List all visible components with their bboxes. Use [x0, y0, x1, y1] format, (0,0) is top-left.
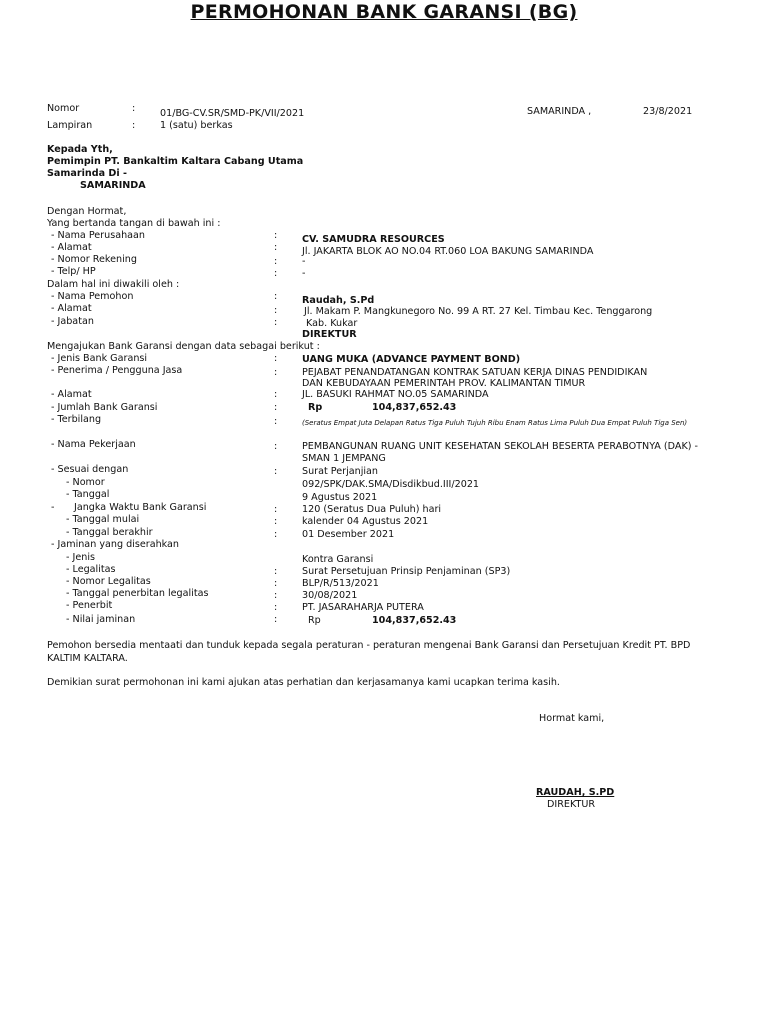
field-value: DIREKTUR [302, 329, 357, 340]
field-value: Jl. Makam P. Mangkunegoro No. 99 A RT. 27 Kel. Timbau Kec. Tenggarong [304, 306, 653, 317]
field-label: - Nomor Legalitas [66, 576, 151, 587]
field-label: - Nilai jaminan [66, 614, 136, 625]
field-label: - Jenis Bank Garansi [51, 353, 148, 364]
field-label: - Nama Pekerjaan [51, 439, 136, 450]
currency: Rp [308, 615, 321, 626]
recipient-line: Pemimpin PT. Bankaltim Kaltara Cabang Utama [47, 156, 304, 167]
colon: : [274, 367, 278, 378]
field-value: 120 (Seratus Dua Puluh) hari [302, 504, 442, 515]
field-label: - Alamat [51, 242, 92, 253]
field-label: - Penerima / Pengguna Jasa [51, 365, 183, 376]
amount-value: 104,837,652.43 [372, 402, 457, 413]
field-label: - Alamat [51, 389, 92, 400]
colon: : [274, 353, 278, 364]
request-intro: Mengajukan Bank Garansi dengan data sebagai berikut : [47, 341, 320, 352]
colon: : [274, 242, 278, 253]
field-value: 092/SPK/DAK.SMA/Disdikbud.III/2021 [302, 479, 480, 490]
colon: : [274, 466, 278, 477]
colon: : [274, 416, 278, 427]
field-value: JL. BASUKI RAHMAT NO.05 SAMARINDA [302, 389, 489, 400]
colon: : [274, 389, 278, 400]
letter-date: 23/8/2021 [643, 106, 693, 117]
field-value: 30/08/2021 [302, 590, 358, 601]
colon: : [274, 305, 278, 316]
field-label: - Tanggal mulai [66, 514, 140, 525]
colon: : [274, 402, 278, 413]
field-label: - Nomor Rekening [51, 254, 137, 265]
field-value: PEJABAT PENANDATANGAN KONTRAK SATUAN KERJA DINAS PENDIDIKAN [302, 367, 648, 378]
colon: : [274, 256, 278, 267]
signer-title: DIREKTUR [547, 799, 596, 810]
signed-below: Yang bertanda tangan di bawah ini : [47, 218, 221, 229]
section-header: - Jaminan yang diserahkan [51, 539, 180, 550]
field-label: - Tanggal [66, 489, 110, 500]
colon: : [274, 516, 278, 527]
regards: Hormat kami, [539, 713, 605, 724]
colon: : [274, 317, 278, 328]
field-value: 9 Agustus 2021 [302, 492, 378, 503]
nomor-label: Nomor [47, 103, 80, 114]
colon: : [274, 441, 278, 452]
field-value: Surat Perjanjian [302, 466, 379, 477]
recipient-line: Kepada Yth, [47, 144, 113, 155]
colon: : [274, 230, 278, 241]
lampiran-label: Lampiran [47, 120, 93, 131]
closing-paragraph: Pemohon bersedia mentaati dan tunduk kepada segala peraturan - peraturan mengenai Bank Garansi dan Persetujuan Kredit PT. BPD [47, 640, 691, 651]
field-label: - Jabatan [51, 316, 94, 327]
field-value: Jl. JAKARTA BLOK AO NO.04 RT.060 LOA BAKUNG SAMARINDA [302, 246, 594, 257]
field-value: BLP/R/513/2021 [302, 578, 379, 589]
field-value: - [302, 268, 306, 279]
field-value: PT. JASARAHARJA PUTERA [302, 602, 424, 613]
recipient-line: Samarinda Di - [47, 168, 127, 179]
field-label: - Nama Pemohon [51, 291, 134, 302]
field-value: Raudah, S.Pd [302, 295, 375, 306]
city: SAMARINDA , [527, 106, 592, 117]
field-value: kalender 04 Agustus 2021 [302, 516, 429, 527]
page-title: PERMOHONAN BANK GARANSI (BG) [190, 1, 578, 23]
field-label: - Alamat [51, 303, 92, 314]
colon: : [274, 268, 278, 279]
field-value: DAN KEBUDAYAAN PEMERINTAH PROV. KALIMANTAN TIMUR [302, 378, 586, 389]
closing-paragraph: Demikian surat permohonan ini kami ajukan atas perhatian dan kerjasamanya kami ucapkan terima kasih. [47, 677, 560, 688]
signer-name: RAUDAH, S.PD [536, 787, 615, 798]
field-label: - Sesuai dengan [51, 464, 129, 475]
field-label: - Jumlah Bank Garansi [51, 402, 158, 413]
field-value: PEMBANGUNAN RUANG UNIT KESEHATAN SEKOLAH BESERTA PERABOTNYA (DAK) - [302, 441, 698, 452]
nomor-value: 01/BG-CV.SR/SMD-PK/VII/2021 [160, 108, 305, 119]
field-value: Surat Persetujuan Prinsip Penjaminan (SP3) [302, 566, 511, 577]
field-value: CV. SAMUDRA RESOURCES [302, 234, 445, 245]
field-label: - Terbilang [51, 414, 102, 425]
amount-value: 104,837,652.43 [372, 615, 457, 626]
currency: Rp [308, 402, 323, 413]
greeting: Dengan Hormat, [47, 206, 127, 217]
colon: : [132, 120, 136, 131]
field-value: Kontra Garansi [302, 554, 374, 565]
colon: : [274, 590, 278, 601]
represented-by: Dalam hal ini diwakili oleh : [47, 279, 180, 290]
spelled-amount: (Seratus Empat Juta Delapan Ratus Tiga Puluh Tujuh Ribu Enam Ratus Lima Puluh Dua Empat Puluh Tiga Sen) [302, 419, 688, 427]
colon: : [132, 103, 136, 114]
lampiran-value: 1 (satu) berkas [160, 120, 233, 131]
colon: : [274, 602, 278, 613]
colon: : [274, 566, 278, 577]
field-label: - Nama Perusahaan [51, 230, 146, 241]
field-dash: - [51, 502, 55, 513]
colon: : [274, 504, 278, 515]
field-label: - Legalitas [66, 564, 116, 575]
field-value: Kab. Kukar [306, 318, 358, 329]
colon: : [274, 614, 278, 625]
colon: : [274, 529, 278, 540]
field-value: - [302, 256, 306, 267]
field-label: - Penerbit [66, 600, 113, 611]
field-label: - Tanggal berakhir [66, 527, 153, 538]
colon: : [274, 291, 278, 302]
recipient-line: SAMARINDA [80, 180, 146, 191]
field-label: - Nomor [66, 477, 105, 488]
field-value: SMAN 1 JEMPANG [302, 453, 386, 464]
closing-paragraph: KALTIM KALTARA. [47, 653, 128, 664]
colon: : [274, 578, 278, 589]
field-label: - Tanggal penerbitan legalitas [66, 588, 209, 599]
field-label: Jangka Waktu Bank Garansi [74, 502, 207, 513]
field-value: UANG MUKA (ADVANCE PAYMENT BOND) [302, 354, 521, 365]
field-label: - Jenis [66, 552, 95, 563]
field-label: - Telp/ HP [51, 266, 96, 277]
field-value: 01 Desember 2021 [302, 529, 395, 540]
